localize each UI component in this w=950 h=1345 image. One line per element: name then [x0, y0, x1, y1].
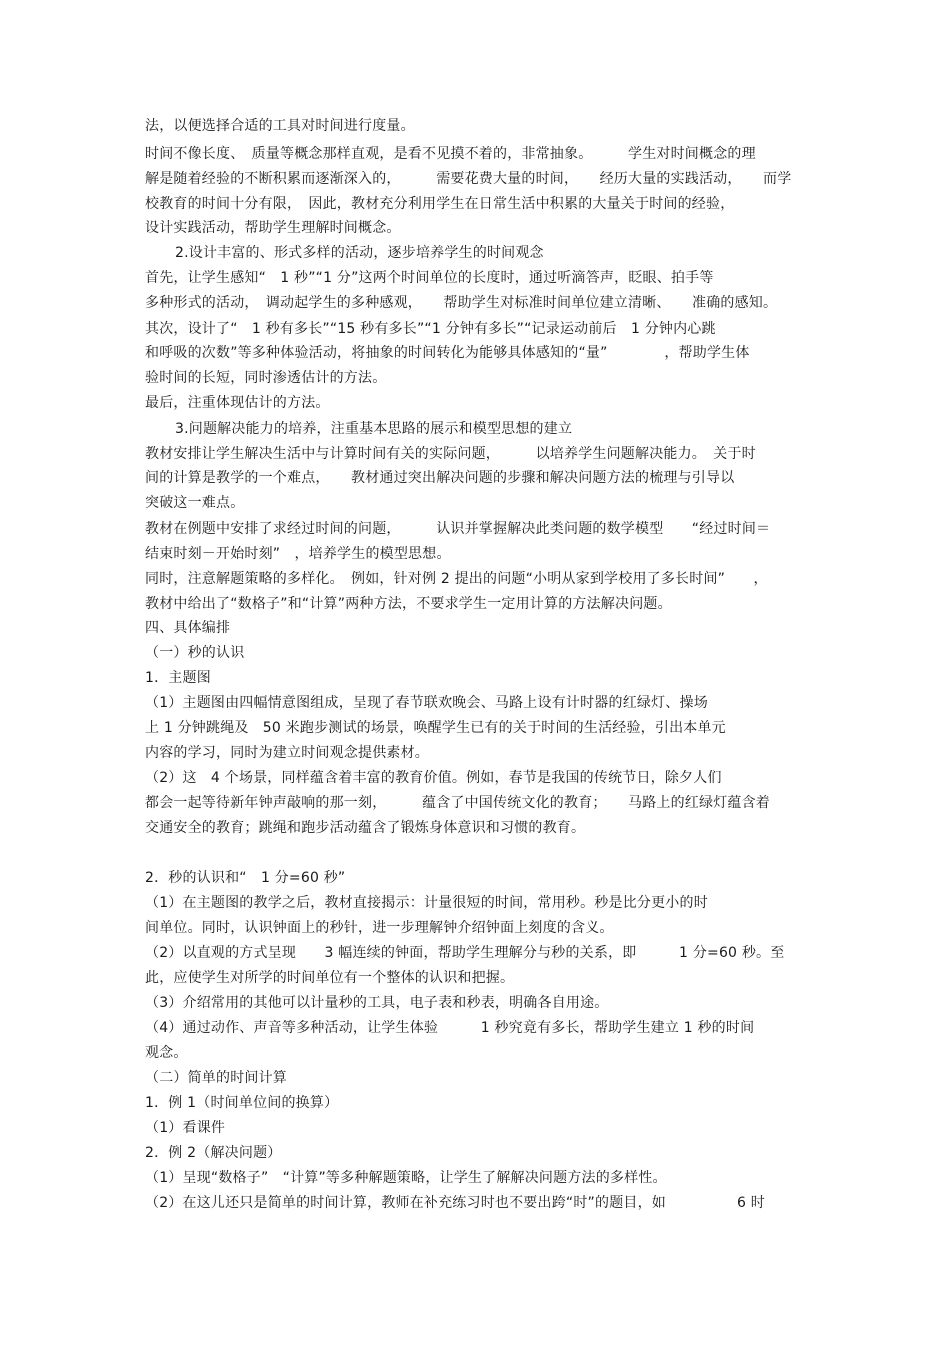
text-line: 教材安排让学生解决生活中与计算时间有关的实际问题， 以培养学生问题解决能力。 关于时: [145, 446, 756, 462]
text-line: （1）在主题图的教学之后，教材直接揭示：计量很短的时间，常用秒。秒是比分更小的时: [145, 895, 708, 911]
text-line: 都会一起等待新年钟声敲响的那一刻， 蕴含了中国传统文化的教育； 马路上的红绿灯蕴含着: [145, 795, 770, 811]
section-heading: 1．主题图: [145, 670, 211, 686]
text-line: 结束时刻－开始时刻” ，培养学生的模型思想。: [145, 546, 451, 562]
text-line: 此，应使学生对所学的时间单位有一个整体的认识和把握。: [145, 970, 515, 986]
text-line: 同时，注意解题策略的多样化。 例如，针对例 2 提出的问题“小明从家到学校用了多长时间” ，: [145, 571, 768, 587]
text-line: 观念。: [145, 1045, 188, 1061]
text-line: 和呼吸的次数”等多种体验活动，将抽象的时间转化为能够具体感知的“量” ，帮助学生体: [145, 345, 750, 361]
section-heading: 1．例 1（时间单位间的换算）: [145, 1095, 339, 1111]
text-line: 内容的学习，同时为建立时间观念提供素材。: [145, 745, 429, 761]
section-heading: （二）简单的时间计算: [145, 1070, 287, 1086]
text-line: 间的计算是教学的一个难点， 教材通过突出解决问题的步骤和解决问题方法的梳理与引导以: [145, 470, 735, 486]
text-line: 时间不像长度、 质量等概念那样直观，是看不见摸不着的，非常抽象。 学生对时间概念的理: [145, 146, 756, 162]
text-line: 最后，注重体现估计的方法。: [145, 395, 330, 411]
section-heading: 2.设计丰富的、形式多样的活动，逐步培养学生的时间观念: [175, 245, 544, 261]
text-line: 突破这一难点。: [145, 495, 245, 511]
text-line: （2）以直观的方式呈现 3 幅连续的钟面，帮助学生理解分与秒的关系，即 1 分=60 秒。至: [145, 945, 785, 961]
text-line: 间单位。同时，认识钟面上的秒针，进一步理解钟介绍钟面上刻度的含义。: [145, 920, 614, 936]
text-line: （3）介绍常用的其他可以计量秒的工具，电子表和秒表，明确各自用途。: [145, 995, 609, 1011]
text-line: 解是随着经验的不断积累而逐渐深入的， 需要花费大量的时间， 经历大量的实践活动， 而学: [145, 171, 792, 187]
section-heading: 3.问题解决能力的培养，注重基本思路的展示和模型思想的建立: [175, 421, 573, 437]
text-line: 校教育的时间十分有限， 因此，教材充分利用学生在日常生活中积累的大量关于时间的经验，: [145, 196, 735, 212]
text-line: 其次，设计了“ 1 秒有多长”“15 秒有多长”“1 分钟有多长”“记录运动前后 1 分钟内心跳: [145, 321, 716, 337]
text-line: 交通安全的教育；跳绳和跑步活动蕴含了锻炼身体意识和习惯的教育。: [145, 820, 586, 836]
text-line: （1）看课件: [145, 1120, 226, 1136]
text-line: （2）这 4 个场景，同样蕴含着丰富的教育价值。例如，春节是我国的传统节日，除夕人们: [145, 770, 722, 786]
section-heading: （一）秒的认识: [145, 645, 245, 661]
section-heading: 四、具体编排: [145, 620, 231, 636]
text-line: （2）在这儿还只是简单的时间计算，教师在补充练习时也不要出跨“时”的题目，如 6 时: [145, 1195, 765, 1211]
text-line: 首先，让学生感知“ 1 秒”“1 分”这两个时间单位的长度时，通过听滴答声，眨眼、拍手等: [145, 270, 714, 286]
text-line: （4）通过动作、声音等多种活动，让学生体验 1 秒究竟有多长，帮助学生建立 1 秒的时间: [145, 1020, 755, 1036]
text-line: 教材中给出了“数格子”和“计算”两种方法，不要求学生一定用计算的方法解决问题。: [145, 596, 672, 612]
text-line: 设计实践活动，帮助学生理解时间概念。: [145, 220, 401, 236]
text-line: 法，以便选择合适的工具对时间进行度量。: [145, 118, 415, 134]
text-line: （1）主题图由四幅情意图组成，呈现了春节联欢晚会、马路上设有计时器的红绿灯、操场: [145, 695, 708, 711]
text-line: 多种形式的活动， 调动起学生的多种感观， 帮助学生对标准时间单位建立清晰、 准确的感知。: [145, 295, 778, 311]
section-heading: 2．例 2（解决问题）: [145, 1145, 282, 1161]
text-line: （1）呈现“数格子” “计算”等多种解题策略，让学生了解解决问题方法的多样性。: [145, 1170, 667, 1186]
text-line: 上 1 分钟跳绳及 50 米跑步测试的场景，唤醒学生已有的关于时间的生活经验，引出本单元: [145, 720, 726, 736]
text-line: 验时间的长短，同时渗透估计的方法。: [145, 370, 387, 386]
text-line: 教材在例题中安排了求经过时间的问题， 认识并掌握解决此类问题的数学模型 “经过时间＝: [145, 521, 771, 537]
section-heading: 2．秒的认识和“ 1 分=60 秒”: [145, 870, 346, 886]
